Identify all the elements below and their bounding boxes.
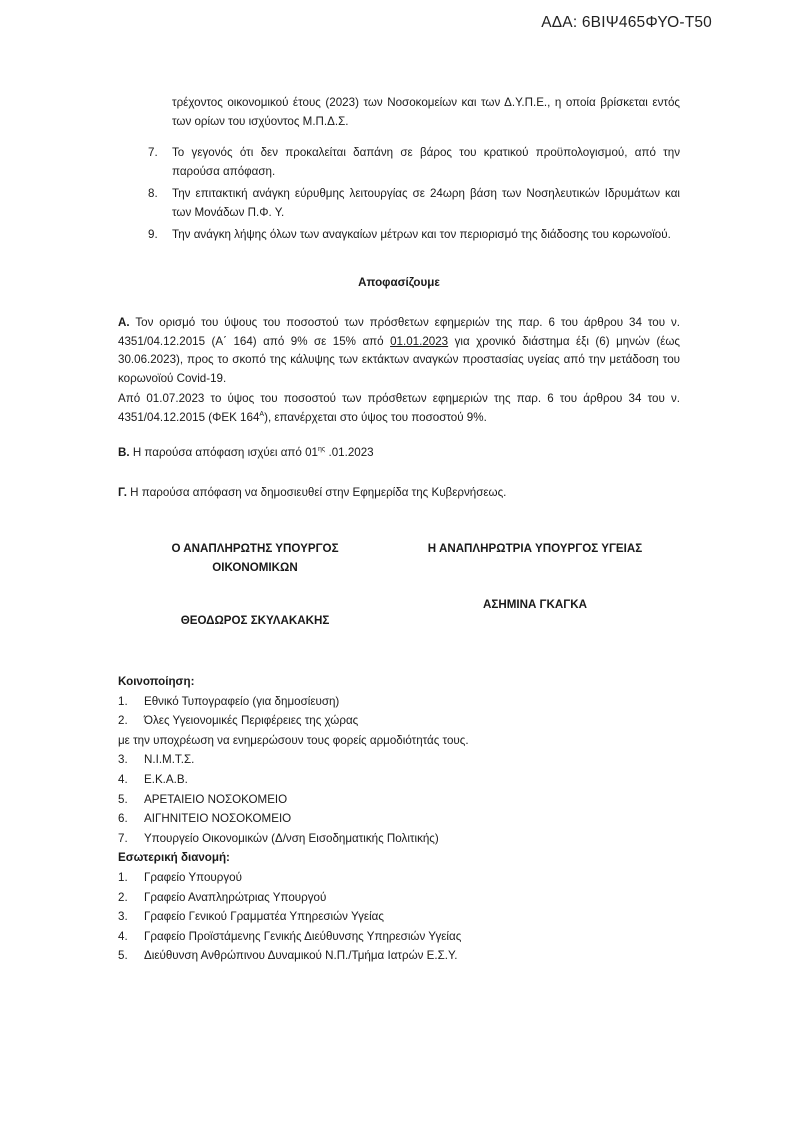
ada-identifier: ΑΔΑ: 6ΒΙΨ465ΦΥΟ-Τ50	[541, 14, 712, 31]
decision-a2-text-before: Από 01.07.2023 το ύψος του ποσοστού των πρόσθετων εφημεριών της παρ. 6 του άρθρου 34 του ν. 4351/04.12.2015 (ΦΕΚ 164	[118, 392, 680, 424]
list-item	[148, 226, 680, 245]
list-item	[118, 888, 638, 908]
decision-a-label: Α.	[118, 316, 130, 329]
list-item-number: 5.	[118, 949, 128, 963]
decision-b-paragraph	[118, 444, 680, 463]
list-item	[118, 750, 638, 770]
list-item-number: 3.	[118, 753, 128, 767]
signature-right-title: Η ΑΝΑΠΛΗΡΩΤΡΙΑ ΥΠΟΥΡΓΟΣ ΥΓΕΙΑΣ	[427, 542, 643, 555]
list-item-number: 1.	[118, 870, 128, 884]
list-item-text: Την επιτακτική ανάγκη εύρυθμης λειτουργίας σε 24ωρη βάση των Νοσηλευτικών Ιδρυμάτων και των Μονάδων Π.Φ. Υ.	[172, 187, 680, 219]
list-item-number: 6.	[118, 812, 128, 826]
list-item	[118, 868, 638, 888]
decision-b-sup: ης	[318, 446, 326, 454]
list-item	[118, 692, 638, 712]
decision-a-text-before: Τον ορισμό του ύψους του ποσοστού των πρόσθετων εφημεριών της παρ. 6 του άρθρου 34 του ν. 4351/04.12.2015 (Α΄ 164) από 9% σε 15% από	[118, 316, 680, 348]
distribution-title: Κοινοποίηση:	[118, 675, 195, 688]
list-item-number: 4.	[118, 772, 128, 786]
signature-left-title-line2: ΟΙΚΟΝΟΜΙΚΩΝ	[212, 560, 298, 574]
decision-g-label: Γ.	[118, 486, 127, 499]
list-item-text: ΑΡΕΤΑΙΕΙΟ ΝΟΣΟΚΟΜΕΙΟ	[144, 792, 288, 806]
list-item-text: Γραφείο Υπουργού	[144, 870, 242, 884]
list-item-text: Εθνικό Τυπογραφείο (για δημοσίευση)	[144, 694, 340, 708]
list-item	[118, 907, 638, 927]
list-item-text: Την ανάγκη λήψης όλων των αναγκαίων μέτρων και τον περιορισμό της διάδοσης του κορωνοϊού.	[172, 228, 671, 242]
list-item-text: Υπουργείο Οικονομικών (Δ/νση Εισοδηματικής Πολιτικής)	[144, 831, 439, 845]
decision-b-text-after: .01.2023	[325, 446, 374, 459]
signature-left-title	[150, 540, 360, 577]
decision-a2-text-after: ), επανέρχεται στο ύψος του ποσοστού 9%.	[264, 410, 487, 424]
signature-left-name: ΘΕΟΔΩΡΟΣ ΣΚΥΛΑΚΑΚΗΣ	[180, 614, 330, 627]
internal-distribution-title: Εσωτερική διανομή:	[118, 851, 230, 865]
list-item-number: 3.	[118, 910, 128, 924]
decision-a-text-after: για χρονικό διάστημα έξι (6) μηνών (έως 30.06.2023), προς το σκοπό της κάλυψης των εκτάκτων αναγκών προστασίας υγείας από την μετάδοση του κορωνοϊού Covid-19.	[118, 334, 680, 385]
list-item-number: 1.	[118, 694, 128, 708]
decision-a-second-paragraph	[118, 390, 680, 427]
considerations-list	[148, 144, 680, 249]
decision-b-text-before: Η παρούσα απόφαση ισχύει από 01	[129, 446, 318, 459]
signature-right-name: ΑΣΗΜΙΝΑ ΓΚΑΓΚΑ	[483, 598, 587, 611]
list-item	[148, 185, 680, 222]
decision-b-label: Β.	[118, 446, 130, 459]
list-item-text: Ν.Ι.Μ.Τ.Σ.	[144, 753, 195, 767]
list-item-text: Γραφείο Γενικού Γραμματέα Υπηρεσιών Υγείας	[144, 910, 384, 924]
decision-a-paragraph	[118, 314, 680, 388]
list-item-number: 5.	[118, 792, 128, 806]
list-item	[118, 809, 638, 829]
decision-heading: Αποφασίζουμε	[358, 276, 440, 289]
decision-g-paragraph	[118, 484, 680, 503]
continuation-paragraph: τρέχοντος οικονομικού έτους (2023) των Νοσοκομείων και των Δ.Υ.Π.Ε., η οποία βρίσκεται εντός των ορίων του ισχύοντος Μ.Π.Δ.Σ.	[172, 96, 680, 128]
distribution-section	[118, 672, 638, 966]
list-item-number: 2.	[118, 890, 128, 904]
decision-g-text: Η παρούσα απόφαση να δημοσιευθεί στην Εφημερίδα της Κυβερνήσεως.	[126, 486, 507, 499]
list-item-text: Διεύθυνση Ανθρώπινου Δυναμικού Ν.Π./Τμήμα Ιατρών Ε.Σ.Υ.	[144, 949, 458, 963]
list-item-text: ΑΙΓΗΝΙΤΕΙΟ ΝΟΣΟΚΟΜΕΙΟ	[144, 812, 292, 826]
list-item-number: 7.	[118, 831, 128, 845]
decision-a2-sup: Α	[259, 410, 265, 418]
list-item-number: 2.	[118, 714, 128, 728]
list-item-number: 4.	[118, 929, 128, 943]
list-item	[118, 711, 638, 731]
list-item-text: Γραφείο Αναπληρώτριας Υπουργού	[144, 890, 327, 904]
list-item-text: Το γεγονός ότι δεν προκαλείται δαπάνη σε βάρος του κρατικού προϋπολογισμού, από την παρούσα απόφαση.	[172, 146, 680, 178]
list-item-number: 7.	[148, 146, 158, 159]
distribution-note: με την υποχρέωση να ενημερώσουν τους φορείς αρμοδιότητάς τους.	[118, 733, 469, 747]
list-item-text: Όλες Υγειονομικές Περιφέρειες της χώρας	[144, 714, 359, 728]
list-item	[118, 927, 638, 947]
list-item	[118, 770, 638, 790]
list-item-text: Ε.Κ.Α.Β.	[144, 772, 188, 786]
list-item-number: 9.	[148, 228, 158, 242]
list-item	[148, 144, 680, 181]
list-item-text: Γραφείο Προϊστάμενης Γενικής Διεύθυνσης Υπηρεσιών Υγείας	[144, 929, 462, 943]
signature-left-title-line1: Ο ΑΝΑΠΛΗΡΩΤΗΣ ΥΠΟΥΡΓΟΣ	[171, 542, 339, 555]
list-item	[118, 829, 638, 849]
decision-a-date: 01.01.2023	[390, 334, 449, 348]
list-item	[118, 790, 638, 810]
list-item-number: 8.	[148, 187, 158, 201]
list-item	[118, 946, 638, 966]
